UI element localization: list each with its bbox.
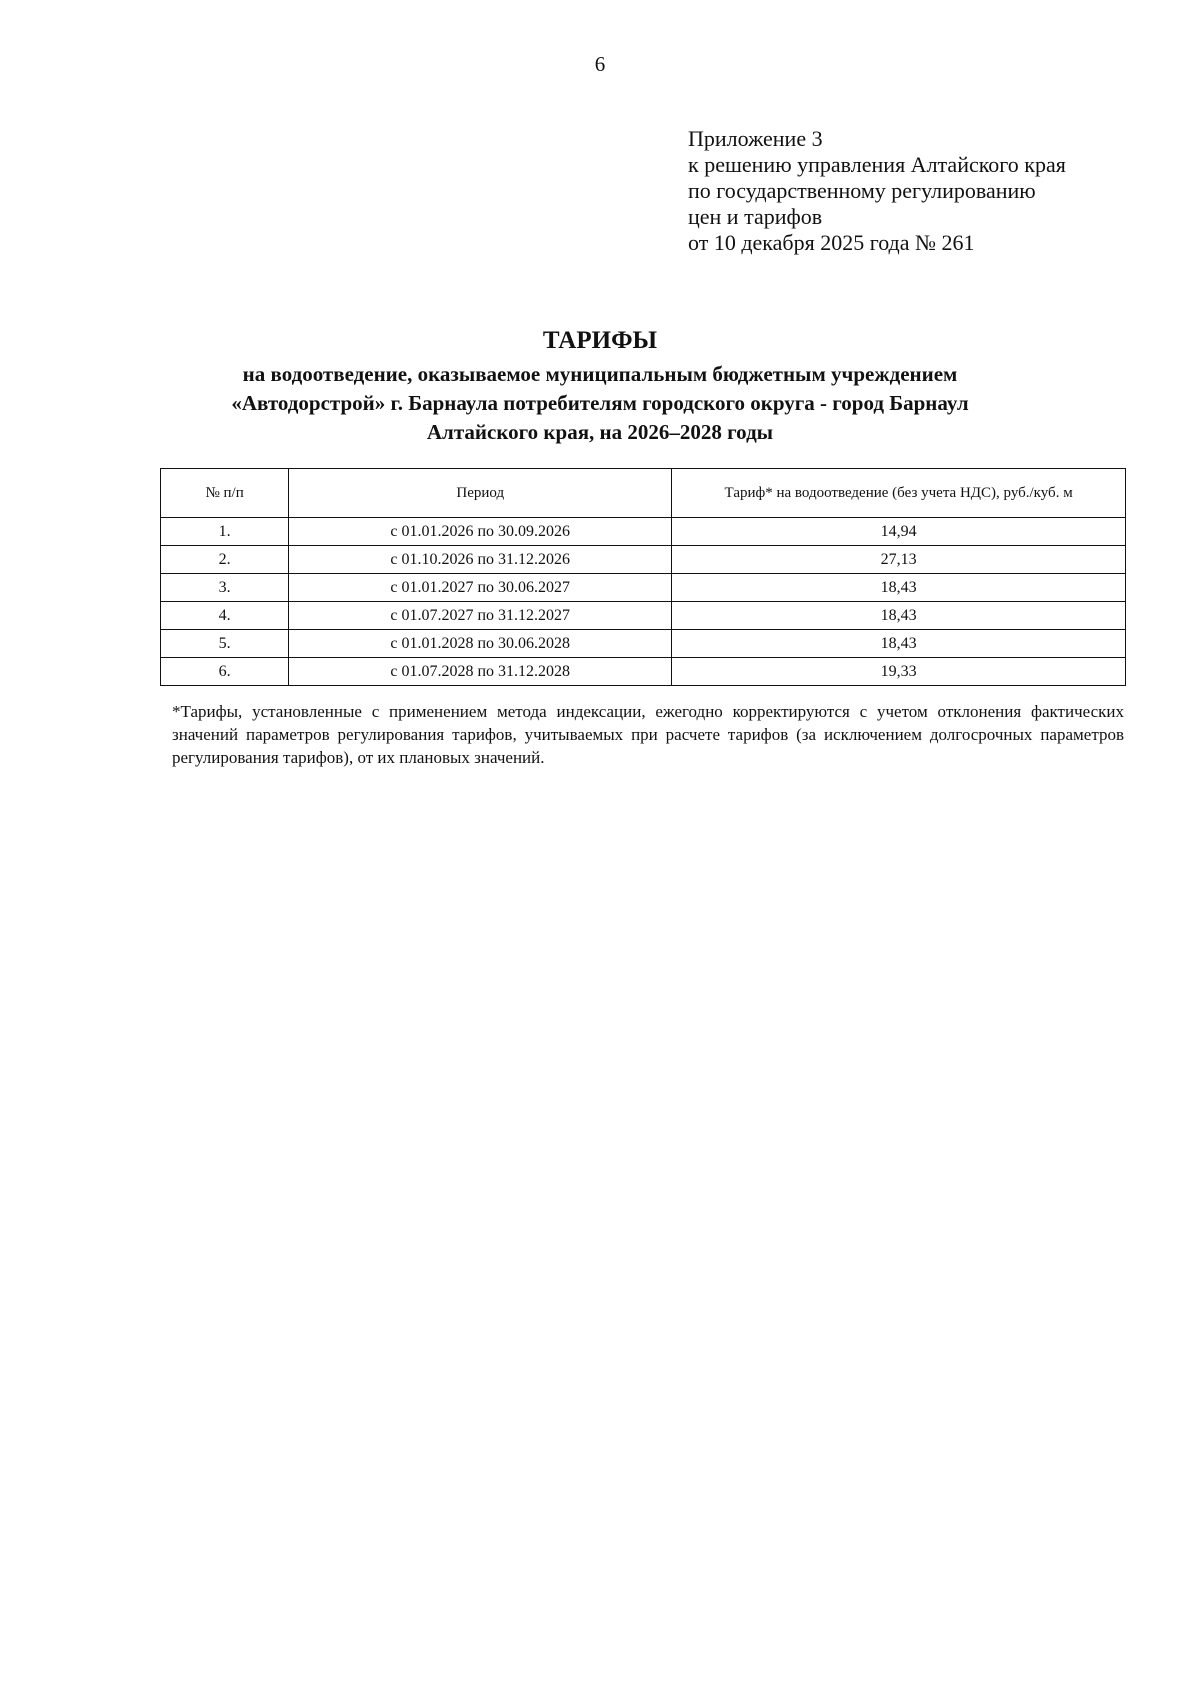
appendix-line: Приложение 3 bbox=[688, 126, 823, 151]
table-row bbox=[161, 574, 1126, 602]
cell-number: 1. bbox=[161, 518, 289, 546]
cell-number: 6. bbox=[161, 658, 289, 686]
cell-period: с 01.10.2026 по 31.12.2026 bbox=[289, 546, 672, 574]
cell-tariff: 18,43 bbox=[672, 574, 1126, 602]
cell-period: с 01.07.2027 по 31.12.2027 bbox=[289, 602, 672, 630]
appendix-line: по государственному регулированию bbox=[688, 178, 1036, 203]
document-title bbox=[100, 326, 1100, 447]
page-number: 6 bbox=[594, 52, 606, 76]
appendix-block bbox=[688, 126, 1168, 256]
footnote: *Тарифы, установленные с применением метода индексации, ежегодно корректируются с учетом отклонения фактических значений параметров регулирования тарифов, учитываемых при расчете тарифов (за исключением долгосрочных параметров регулирования тарифов), от их плановых значений. bbox=[172, 702, 1124, 767]
cell-tariff: 18,43 bbox=[672, 602, 1126, 630]
appendix-line: цен и тарифов bbox=[688, 204, 823, 229]
cell-period: с 01.01.2028 по 30.06.2028 bbox=[289, 630, 672, 658]
table-row bbox=[161, 658, 1126, 686]
cell-tariff: 18,43 bbox=[672, 630, 1126, 658]
header-tariff: Тариф* на водоотведение (без учета НДС), руб./куб. м bbox=[672, 469, 1126, 518]
table-header bbox=[161, 469, 1126, 518]
appendix-line: к решению управления Алтайского края bbox=[688, 152, 1066, 177]
tariff-table bbox=[160, 468, 1126, 686]
table-header-row bbox=[161, 469, 1126, 518]
title-subtitle-line: Алтайского края, на 2026–2028 годы bbox=[426, 420, 774, 444]
table-row bbox=[161, 518, 1126, 546]
cell-tariff: 14,94 bbox=[672, 518, 1126, 546]
table-row bbox=[161, 546, 1126, 574]
cell-number: 3. bbox=[161, 574, 289, 602]
header-period: Период bbox=[289, 469, 672, 518]
appendix-line: от 10 декабря 2025 года № 261 bbox=[688, 230, 975, 255]
cell-number: 2. bbox=[161, 546, 289, 574]
cell-number: 4. bbox=[161, 602, 289, 630]
header-number: № п/п bbox=[161, 469, 289, 518]
cell-tariff: 19,33 bbox=[672, 658, 1126, 686]
cell-period: с 01.01.2027 по 30.06.2027 bbox=[289, 574, 672, 602]
cell-period: с 01.01.2026 по 30.09.2026 bbox=[289, 518, 672, 546]
cell-tariff: 27,13 bbox=[672, 546, 1126, 574]
title-main: ТАРИФЫ bbox=[542, 327, 658, 354]
title-subtitle-line: на водоотведение, оказываемое муниципальным бюджетным учреждением bbox=[242, 362, 958, 386]
cell-number: 5. bbox=[161, 630, 289, 658]
title-subtitle-line: «Автодорстрой» г. Барнаула потребителям городского округа - город Барнаул bbox=[231, 391, 969, 415]
table-row bbox=[161, 602, 1126, 630]
table-body bbox=[161, 518, 1126, 686]
cell-period: с 01.07.2028 по 31.12.2028 bbox=[289, 658, 672, 686]
table-row bbox=[161, 630, 1126, 658]
